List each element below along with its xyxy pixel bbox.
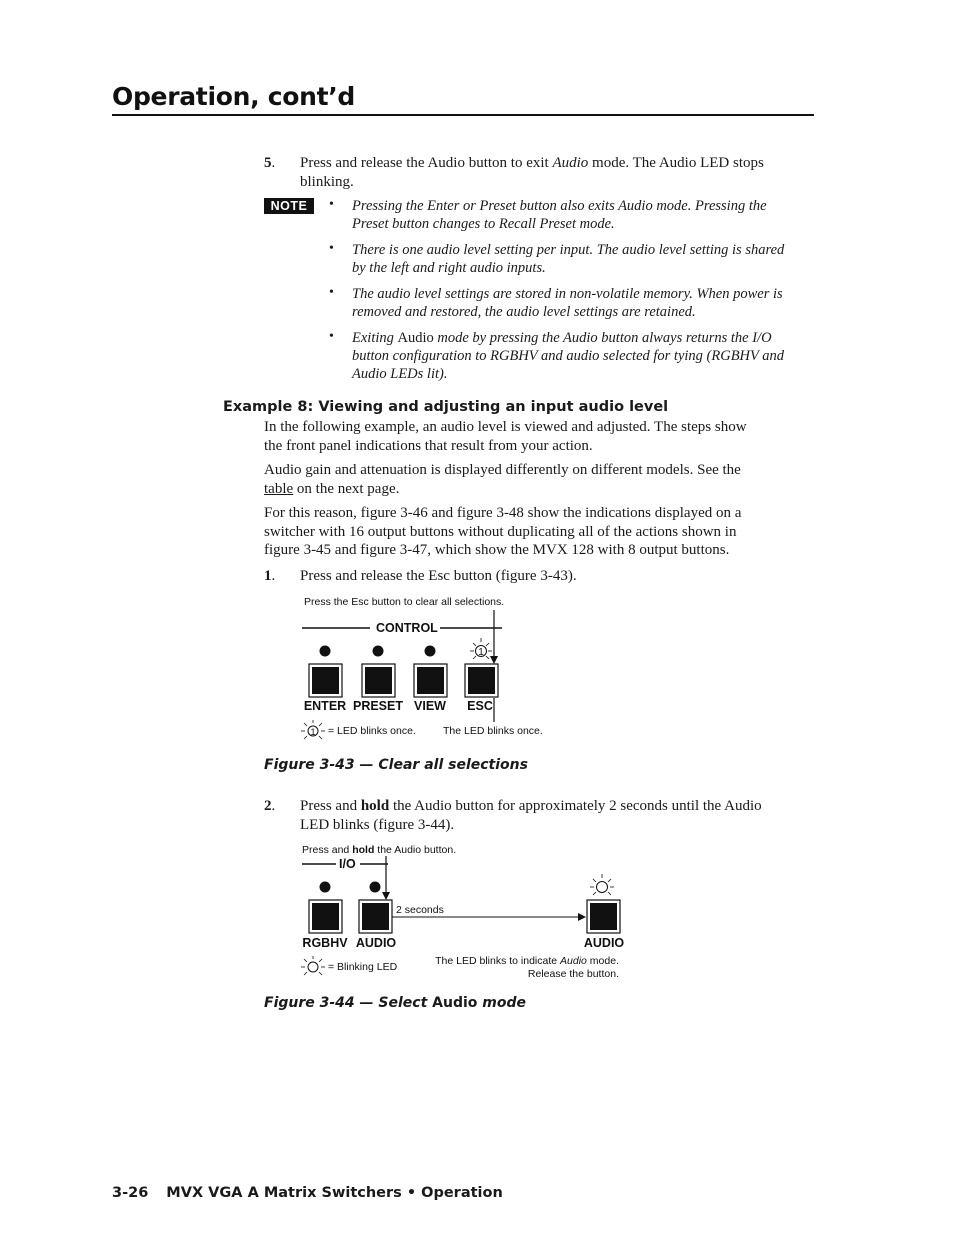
step-2-number: 2. bbox=[264, 798, 276, 814]
note-bullet-2: There is one audio level setting per input. The audio level setting is shared by the left and right audio inputs. bbox=[352, 242, 785, 276]
esc-label: ESC bbox=[467, 699, 493, 713]
figure-3-44-diagram bbox=[290, 838, 640, 986]
step-5-number: 5. bbox=[264, 155, 276, 171]
bullet-dot: • bbox=[329, 197, 334, 212]
figure-3-43-diagram bbox=[290, 590, 570, 740]
note-bullet-3: The audio level settings are stored in non-volatile memory. When power is removed and restored, the audio level settings are retained. bbox=[352, 286, 783, 320]
legend-text: = Blinking LED bbox=[328, 961, 398, 973]
duration-label: 2 seconds bbox=[396, 904, 444, 916]
step-1-text: Press and release the Esc button (figure 3-43). bbox=[300, 568, 577, 584]
example-8-paragraph-1: In the following example, an audio level is viewed and adjusted. The steps show the front panel indications that result from your action. bbox=[264, 419, 747, 454]
view-led bbox=[425, 646, 436, 657]
example-8-paragraph-2: Audio gain and attenuation is displayed differently on different models. See the table on the next page. bbox=[264, 462, 741, 497]
note-bullet-4: Exiting Audio mode by pressing the Audio button always returns the I/O button configuration to RGBHV and audio selected for tying (RGBHV and Audio LEDs lit). bbox=[352, 330, 784, 382]
bullet-dot: • bbox=[329, 285, 334, 300]
rgbhv-led bbox=[320, 882, 331, 893]
audio-led-blinking-icon bbox=[590, 874, 614, 895]
led-note: The LED blinks once. bbox=[443, 725, 543, 737]
audio-button-result[interactable] bbox=[587, 900, 620, 933]
page-number: 3-26 bbox=[112, 1185, 149, 1201]
led-note-line-2: Release the button. bbox=[527, 968, 619, 980]
preset-led bbox=[373, 646, 384, 657]
svg-text:1: 1 bbox=[478, 647, 484, 658]
legend-text: = LED blinks once. bbox=[328, 725, 416, 737]
audio-led bbox=[370, 882, 381, 893]
example-8-paragraph-3: For this reason, figure 3-46 and figure 3-48 show the indications displayed on a switcher with 16 output buttons without duplicating all of the actions shown in figure 3-45 and figure 3-47, which show the MVX 128 with 8 output buttons. bbox=[264, 505, 742, 558]
duration-arrowhead bbox=[578, 913, 586, 921]
figure-3-43-caption: Figure 3-43 — Clear all selections bbox=[264, 757, 528, 773]
title-rule bbox=[112, 114, 814, 116]
enter-button[interactable] bbox=[309, 664, 342, 697]
legend-blink-once-icon bbox=[301, 720, 325, 739]
step-1-number: 1. bbox=[264, 568, 276, 584]
footer-title: MVX VGA A Matrix Switchers • Operation bbox=[166, 1185, 503, 1201]
figure-44-callout: Press and hold the Audio button. bbox=[302, 844, 457, 856]
figure-3-44-caption: Figure 3-44 — Select Audio mode bbox=[264, 995, 527, 1011]
callout-arrowhead bbox=[382, 892, 390, 900]
view-label: VIEW bbox=[414, 699, 446, 713]
preset-label: PRESET bbox=[352, 699, 404, 713]
svg-text:1: 1 bbox=[310, 727, 316, 737]
legend-blinking-icon bbox=[301, 956, 325, 975]
view-button[interactable] bbox=[414, 664, 447, 697]
page-title: Operation, cont’d bbox=[112, 82, 356, 111]
callout-arrowhead bbox=[490, 656, 498, 664]
io-group-label: I/O bbox=[339, 857, 356, 871]
control-group-label: CONTROL bbox=[376, 621, 438, 635]
led-note-line-1: The LED blinks to indicate Audio mode. bbox=[435, 955, 619, 967]
enter-label: ENTER bbox=[303, 699, 347, 713]
figure-43-callout: Press the Esc button to clear all selections. bbox=[304, 596, 505, 608]
audio-result-label: AUDIO bbox=[583, 936, 625, 950]
enter-led bbox=[320, 646, 331, 657]
step-5-text: Press and release the Audio button to exit Audio mode. The Audio LED stops blinking. bbox=[300, 155, 764, 190]
audio-label: AUDIO bbox=[355, 936, 397, 950]
rgbhv-label: RGBHV bbox=[302, 936, 348, 950]
step-2-text: Press and hold the Audio button for approximately 2 seconds until the Audio LED blinks (figure 3-44). bbox=[300, 798, 762, 833]
audio-button[interactable] bbox=[359, 900, 392, 933]
bullet-dot: • bbox=[329, 329, 334, 344]
example-8-heading: Example 8: Viewing and adjusting an input audio level bbox=[223, 399, 669, 415]
note-bullet-1: Pressing the Enter or Preset button also exits Audio mode. Pressing the Preset button changes to Recall Preset mode. bbox=[352, 198, 767, 232]
preset-button[interactable] bbox=[362, 664, 395, 697]
bullet-dot: • bbox=[329, 241, 334, 256]
esc-led-blink-once-icon bbox=[470, 638, 492, 659]
note-badge: NOTE bbox=[264, 198, 314, 214]
table-link[interactable]: table bbox=[264, 480, 294, 497]
footer bbox=[112, 1185, 503, 1201]
rgbhv-button[interactable] bbox=[309, 900, 342, 933]
esc-button[interactable] bbox=[465, 664, 498, 697]
